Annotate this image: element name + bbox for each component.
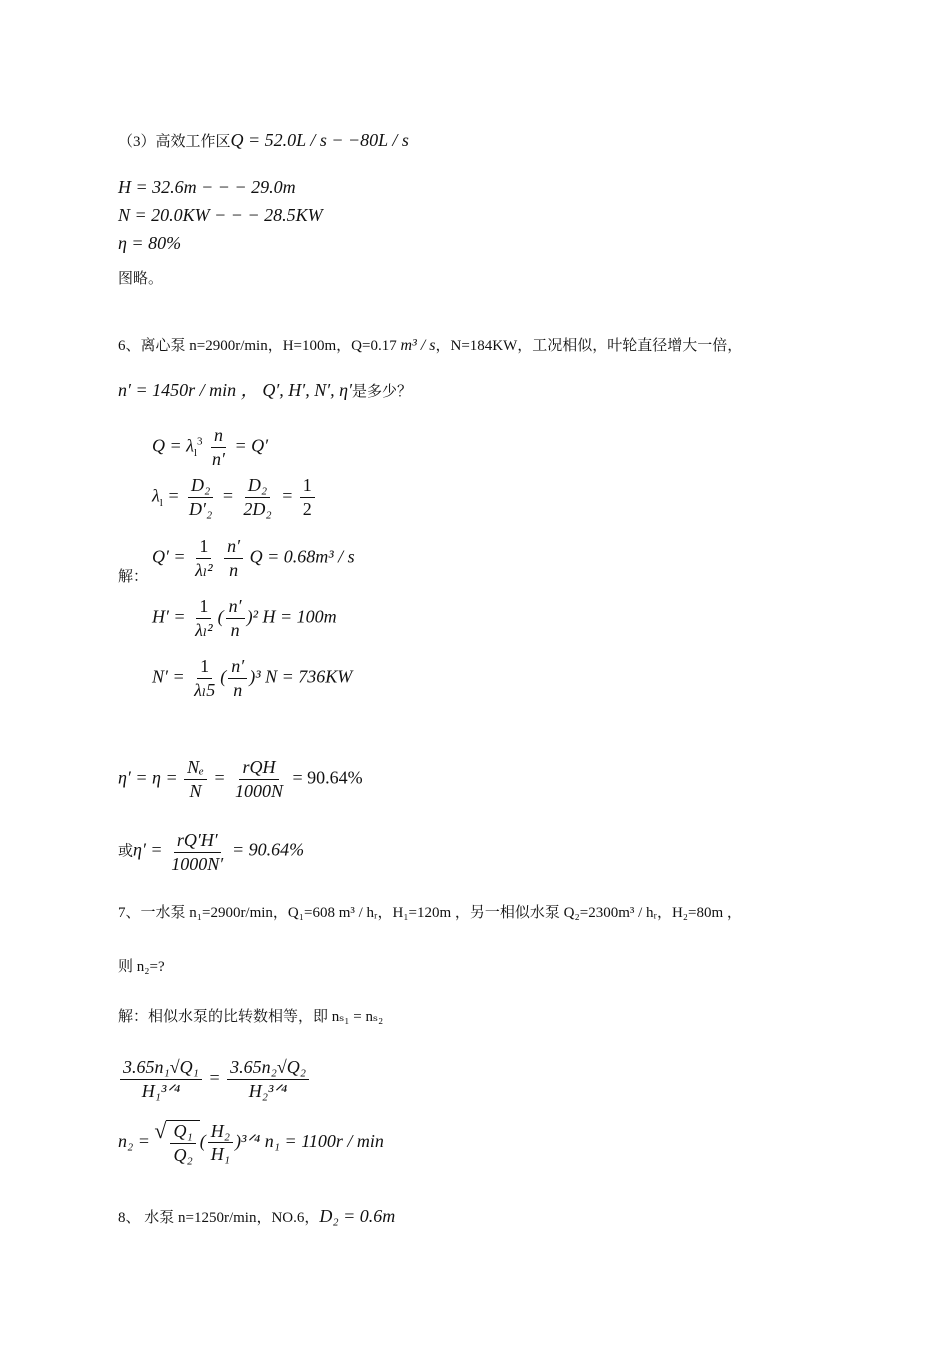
eq3-rhs: Q = 0.68m³ / s — [249, 546, 355, 567]
eq-scale-ratio: $\lambda_l$ = $\frac{\text{D₂}}{\text{D′₂}}$ = $\frac{\text{D₂}}{\text{2D₂}}$ = $\frac{1}{2}$ — [152, 475, 317, 519]
eq1-sup: 3 — [197, 435, 203, 448]
eq5-rhs: )³ N = 736KW — [249, 666, 353, 687]
eq5-lhs: N′ = — [152, 666, 185, 687]
q6-unknowns: Q′, H′, N′, η′ — [262, 380, 353, 400]
q7-line1: 7、一水泵 n₁=2900r/min，Q₁=608 m³ / hᵣ，H₁=120m ，另一相似水泵 Q₂=2300m³ / hᵣ，H₂=80m ， — [118, 905, 742, 921]
range-q: Q = 52.0L / s − −80L / s — [230, 130, 409, 150]
alt-den: 1000N′ — [171, 853, 224, 874]
q8-diameter: D₂ = 0.6m — [319, 1206, 396, 1226]
eff-rhs: = 90.64% — [292, 767, 363, 788]
eq1-sub: l — [193, 446, 198, 459]
eq1-num: n — [211, 425, 226, 448]
range-h: H = 32.6m − − − 29.0m — [118, 177, 296, 197]
eqa-num1: 3.65n₁√Q₁ — [120, 1057, 202, 1080]
eq3-f2-num: n′ — [224, 536, 243, 559]
eq4-lhs: H′ = — [152, 606, 186, 627]
eff-lhs: η′ = η = — [118, 767, 178, 788]
eq3-lhs: Q′ = — [152, 546, 186, 567]
eff-f2-den: 1000N — [234, 780, 283, 801]
eq3-f2-den: n — [229, 559, 239, 580]
eq-specific-speed: $\frac{\text{3.65n₁√Q₁}}{\text{H₁³ᐟ⁴}}$ = $\frac{\text{3.65n₂√Q₂}}{\text{H₂³ᐟ⁴}}$ — [118, 1057, 311, 1101]
eq5-f2-den: n — [233, 679, 243, 700]
eq-efficiency: η′ = η = $\frac{\text{Nₑ}}{N}$ = $\frac{\text{rQH}}{1000N}$ = 90.64% — [118, 757, 363, 801]
q6-unit: m³ / s — [400, 337, 436, 354]
q6-line2 — [118, 380, 412, 402]
efficiency: η = 80% — [118, 233, 182, 253]
alt-lhs: η′ = — [133, 839, 163, 860]
eq4-f2-den: n — [230, 619, 240, 640]
eq-flow-similarity — [152, 425, 268, 469]
q8-text: 8、 水泵 n=1250r/min，NO.6， — [118, 1210, 320, 1226]
eq2-f2-num: D₂ — [245, 475, 270, 498]
eqb-f-num: H₂ — [208, 1121, 233, 1144]
q7-line3: 解：相似水泵的比转数相等，即 nₛ₁ = nₛ₂ — [118, 1009, 384, 1025]
q6-text: 6、离心泵 n=2900r/min，H=100m，Q=0.17 — [118, 338, 397, 354]
eq1-rhs: = Q′ — [234, 435, 269, 456]
eqb-rhs: )³ᐟ⁴ n₁ = 1100r / min — [235, 1130, 384, 1151]
eq1-lhs: Q = λ — [152, 435, 194, 456]
eq5-f1-num: 1 — [197, 656, 212, 679]
eff-f1-num: Nₑ — [184, 757, 207, 780]
q6-given-speed: n′ = 1450r / min ， — [118, 380, 259, 400]
eq4-f2-num: n′ — [226, 596, 245, 619]
eff-f1-den: N — [189, 780, 202, 801]
q6-question: 是多少？ — [352, 384, 413, 400]
q8-line1 — [118, 1206, 395, 1228]
eq-efficiency-alt — [118, 830, 304, 874]
solution-label: 解： — [118, 569, 149, 585]
q6-line1 — [118, 336, 742, 355]
q6-text-rest: ，N=184KW，工况相似，叶轮直径增大一倍， — [435, 338, 743, 354]
q7-line2: 则 n₂=? — [118, 959, 165, 975]
eq5-f1-den: λₗ5 — [194, 679, 216, 700]
eqb-sqrt-num: Q₁ — [170, 1121, 195, 1144]
eq5-f2-num: n′ — [228, 656, 247, 679]
eqb-sqrt-den: Q₂ — [173, 1144, 193, 1165]
eqb-lhs: n₂ = — [118, 1130, 150, 1151]
eq3-f1-num: 1 — [196, 536, 211, 559]
section3-prefix: （3）高效工作区 — [118, 134, 231, 150]
eq2-f3-den: 2 — [302, 498, 312, 519]
eq2-f1-num: D₂ — [188, 475, 213, 498]
section3-line — [118, 130, 409, 152]
eq2-lhs: λ — [152, 485, 160, 506]
eq4-f1-num: 1 — [196, 596, 211, 619]
alt-num: rQ′H′ — [174, 830, 221, 853]
eq2-sub: l — [159, 496, 163, 509]
alt-rhs: = 90.64% — [231, 839, 305, 860]
sqrt-sign: √ — [154, 1118, 167, 1143]
eqa-den1: H₁³ᐟ⁴ — [141, 1080, 181, 1101]
eq4-f1-den: λₗ² — [195, 619, 213, 640]
eff-f2-num: rQH — [239, 757, 278, 780]
range-n: N = 20.0KW − − − 28.5KW — [118, 205, 323, 225]
eq4-rhs: )² H = 100m — [246, 606, 337, 627]
eq-new-power: N′ = $\frac{1}{\text{λₗ5}}$ ( $\frac{n'}{n}$ )³ N = 736KW — [152, 656, 353, 700]
eqa-den2: H₂³ᐟ⁴ — [248, 1080, 288, 1101]
figure-note: 图略。 — [118, 271, 164, 287]
eq2-f2-den: 2D₂ — [243, 498, 272, 519]
eq2-f3-num: 1 — [300, 475, 315, 498]
eq3-f1-den: λₗ² — [195, 559, 213, 580]
alt-prefix: 或 — [118, 843, 134, 860]
eq-new-flow — [152, 536, 355, 580]
eq-new-head: H′ = $\frac{1}{\text{λₗ²}}$ ( $\frac{n'}{n}$ )² H = 100m — [152, 596, 337, 640]
eq2-f1-den: D′₂ — [189, 498, 213, 519]
eq-n2: n₂ = √ $\frac{\text{Q₁}}{\text{Q₂}}$ ( $\frac{\text{H₂}}{\text{H₁}}$ )³ᐟ⁴ n₁ = 1100r / min — [118, 1118, 384, 1165]
eqb-f-den: H₁ — [210, 1144, 231, 1165]
eqa-num2: 3.65n₂√Q₂ — [227, 1057, 309, 1080]
eq1-den: n′ — [212, 448, 225, 469]
